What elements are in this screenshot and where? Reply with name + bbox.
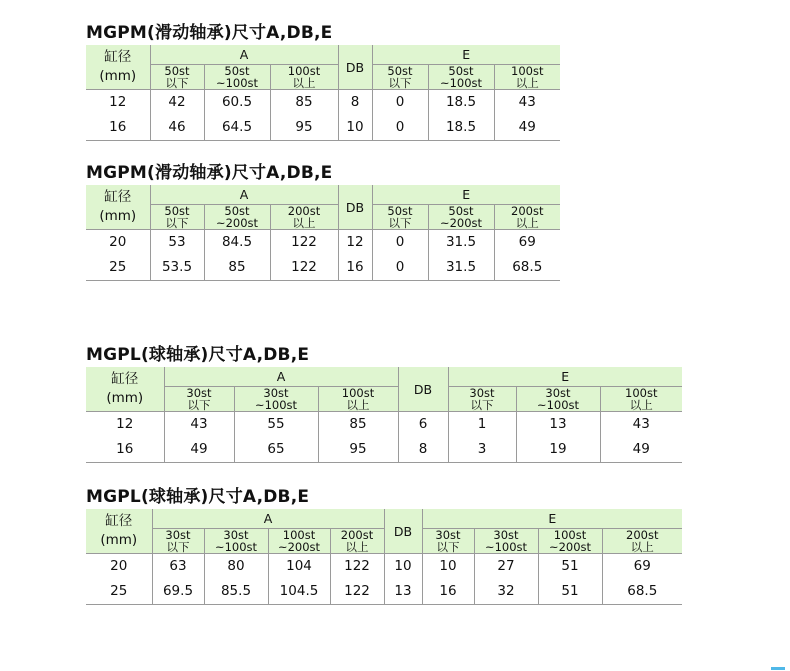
table-row xyxy=(86,255,560,281)
cell: 69.5 xyxy=(152,579,204,605)
cell: 16 xyxy=(338,255,372,281)
corner-mark xyxy=(771,667,785,670)
cell: 27 xyxy=(474,554,538,580)
section-title: MGPL(球轴承)尺寸A,DB,E xyxy=(86,487,310,507)
cell: 20 xyxy=(86,230,150,256)
bore-header: 缸径 (mm) xyxy=(86,509,152,554)
section-mgpm-slide-2 xyxy=(86,161,560,281)
e-sub-header: 100st ~200st xyxy=(538,529,602,554)
bore-header: 缸径 (mm) xyxy=(86,45,150,90)
cell: 85 xyxy=(270,90,338,116)
cell: 8 xyxy=(398,437,448,463)
cell: 19 xyxy=(516,437,600,463)
cell: 12 xyxy=(86,412,164,438)
cell: 95 xyxy=(318,437,398,463)
cell: 80 xyxy=(204,554,268,580)
a-sub-header: 30st 以下 xyxy=(164,387,234,412)
cell: 20 xyxy=(86,554,152,580)
dimension-table xyxy=(86,509,682,605)
e-sub-header: 50st ~100st xyxy=(428,65,494,90)
e-header: E xyxy=(422,509,682,529)
cell: 68.5 xyxy=(494,255,560,281)
a-header: A xyxy=(150,185,338,205)
section-mgpm-slide-1 xyxy=(86,21,560,141)
table-row xyxy=(86,579,682,605)
a-header: A xyxy=(152,509,384,529)
cell: 84.5 xyxy=(204,230,270,256)
cell: 60.5 xyxy=(204,90,270,116)
cell: 104.5 xyxy=(268,579,330,605)
e-sub-header: 50st 以下 xyxy=(372,65,428,90)
a-sub-header: 200st 以上 xyxy=(330,529,384,554)
cell: 1 xyxy=(448,412,516,438)
e-sub-header: 200st 以上 xyxy=(494,205,560,230)
cell: 122 xyxy=(330,554,384,580)
cell: 10 xyxy=(384,554,422,580)
cell: 43 xyxy=(600,412,682,438)
a-sub-header: 50st 以下 xyxy=(150,205,204,230)
cell: 31.5 xyxy=(428,255,494,281)
a-sub-header: 30st ~100st xyxy=(204,529,268,554)
cell: 31.5 xyxy=(428,230,494,256)
table-row xyxy=(86,115,560,141)
table-row xyxy=(86,437,682,463)
e-sub-header: 30st ~100st xyxy=(474,529,538,554)
cell: 55 xyxy=(234,412,318,438)
dimension-table xyxy=(86,185,560,281)
table-row xyxy=(86,230,560,256)
cell: 51 xyxy=(538,579,602,605)
cell: 85.5 xyxy=(204,579,268,605)
cell: 13 xyxy=(384,579,422,605)
cell: 63 xyxy=(152,554,204,580)
a-sub-header: 50st 以下 xyxy=(150,65,204,90)
section-title: MGPM(滑动轴承)尺寸A,DB,E xyxy=(86,163,333,183)
cell: 68.5 xyxy=(602,579,682,605)
e-sub-header: 50st ~200st xyxy=(428,205,494,230)
cell: 16 xyxy=(109,119,127,135)
e-header: E xyxy=(372,45,560,65)
cell: 12 xyxy=(338,230,372,256)
cell: 53 xyxy=(150,230,204,256)
a-sub-header: 100st 以上 xyxy=(270,65,338,90)
cell: 10 xyxy=(422,554,474,580)
cell: 16 xyxy=(116,441,134,457)
a-header: A xyxy=(164,367,398,387)
section-mgpl-ball-1 xyxy=(86,343,682,463)
cell: 104 xyxy=(268,554,330,580)
cell: 0 xyxy=(372,90,428,116)
cell: 10 xyxy=(338,115,372,141)
cell: 32 xyxy=(474,579,538,605)
cell: 0 xyxy=(372,230,428,256)
cell: 69 xyxy=(602,554,682,580)
a-sub-header: 50st ~100st xyxy=(204,65,270,90)
cell: 6 xyxy=(398,412,448,438)
cell: 3 xyxy=(448,437,516,463)
db-header: DB xyxy=(338,185,372,230)
e-sub-header: 100st 以上 xyxy=(494,65,560,90)
e-sub-header: 200st 以上 xyxy=(602,529,682,554)
e-sub-header: 100st 以上 xyxy=(600,387,682,412)
cell: 53.5 xyxy=(150,255,204,281)
e-sub-header: 30st ~100st xyxy=(516,387,600,412)
a-sub-header: 50st ~200st xyxy=(204,205,270,230)
e-sub-header: 30st 以下 xyxy=(448,387,516,412)
cell: 49 xyxy=(164,437,234,463)
cell: 122 xyxy=(270,230,338,256)
db-header: DB xyxy=(384,509,422,554)
cell: 51 xyxy=(538,554,602,580)
section-mgpl-ball-2 xyxy=(86,485,682,605)
cell: 46 xyxy=(150,115,204,141)
cell: 95 xyxy=(270,115,338,141)
dimension-table xyxy=(86,367,682,463)
dimension-table xyxy=(86,45,560,141)
a-sub-header: 200st 以上 xyxy=(270,205,338,230)
cell: 69 xyxy=(494,230,560,256)
bore-header: 缸径 (mm) xyxy=(86,185,150,230)
cell: 25 xyxy=(109,259,127,275)
a-sub-header: 30st 以下 xyxy=(152,529,204,554)
e-sub-header: 30st 以下 xyxy=(422,529,474,554)
a-sub-header: 100st 以上 xyxy=(318,387,398,412)
cell: 13 xyxy=(516,412,600,438)
bore-header: 缸径 (mm) xyxy=(86,367,164,412)
section-title: MGPL(球轴承)尺寸A,DB,E xyxy=(86,345,310,365)
table-row xyxy=(86,90,560,116)
cell: 43 xyxy=(164,412,234,438)
cell: 49 xyxy=(600,437,682,463)
a-sub-header: 30st ~100st xyxy=(234,387,318,412)
cell: 122 xyxy=(270,255,338,281)
cell: 42 xyxy=(150,90,204,116)
e-header: E xyxy=(372,185,560,205)
cell: 122 xyxy=(330,579,384,605)
section-title: MGPM(滑动轴承)尺寸A,DB,E xyxy=(86,23,333,43)
e-header: E xyxy=(448,367,682,387)
a-header: A xyxy=(150,45,338,65)
db-header: DB xyxy=(398,367,448,412)
cell: 18.5 xyxy=(428,90,494,116)
cell: 49 xyxy=(494,115,560,141)
cell: 12 xyxy=(86,90,150,116)
cell: 0 xyxy=(372,115,428,141)
table-row xyxy=(86,554,682,580)
db-header: DB xyxy=(338,45,372,90)
cell: 65 xyxy=(234,437,318,463)
table-row xyxy=(86,412,682,438)
cell: 85 xyxy=(318,412,398,438)
cell: 85 xyxy=(204,255,270,281)
cell: 18.5 xyxy=(428,115,494,141)
cell: 43 xyxy=(494,90,560,116)
e-sub-header: 50st 以下 xyxy=(372,205,428,230)
cell: 16 xyxy=(422,579,474,605)
cell: 0 xyxy=(372,255,428,281)
cell: 25 xyxy=(110,583,128,599)
cell: 8 xyxy=(338,90,372,116)
a-sub-header: 100st ~200st xyxy=(268,529,330,554)
cell: 64.5 xyxy=(204,115,270,141)
